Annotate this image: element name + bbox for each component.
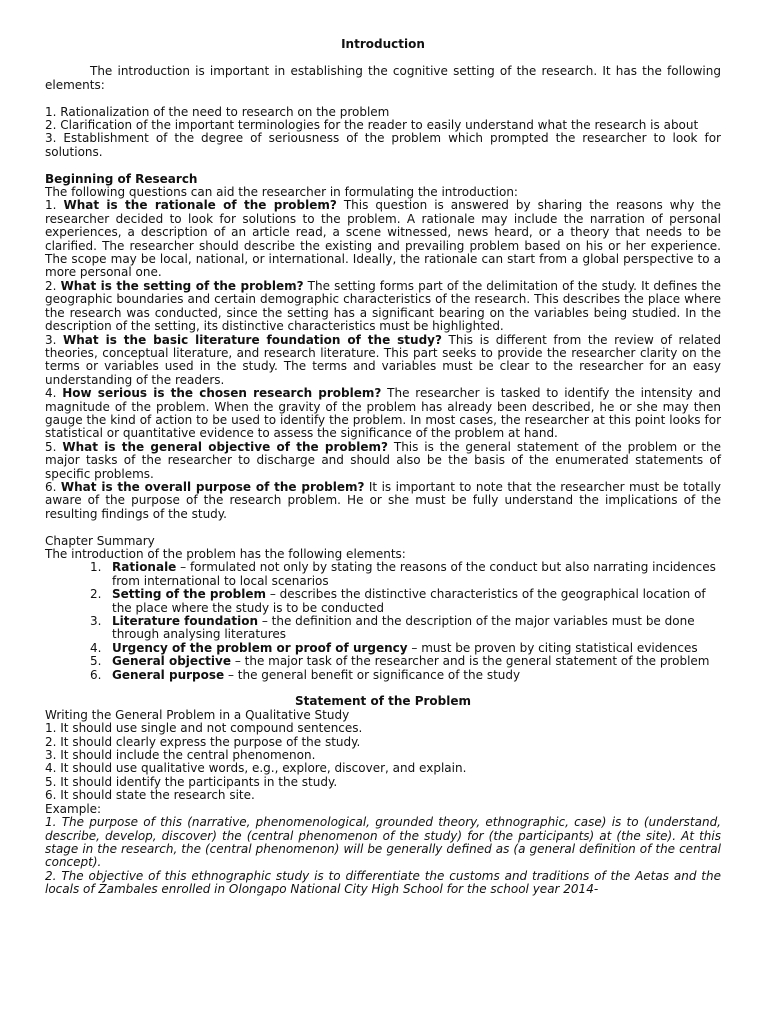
rule-4: 4. It should use qualitative words, e.g., explore, discover, and explain.	[45, 761, 467, 776]
element-item-1: 1. Rationalization of the need to research on the problem	[45, 104, 390, 119]
beginning-lead: The following questions can aid the researcher in formulating the introduction:	[45, 185, 518, 200]
statement-lead: Writing the General Problem in a Qualitative Study	[45, 707, 350, 722]
question-6: 6. What is the overall purpose of the problem? It is important to note that the researcher must be totally aware of the purpose of the research problem. He or she must be fully understand the implications of the resulting findings of the study.	[45, 479, 721, 521]
rule-5: 5. It should identify the participants in the study.	[45, 774, 338, 789]
summary-item-4: 4. Urgency of the problem or proof of urgency – must be proven by citing statistical evidences	[90, 640, 698, 655]
summary-item-1: 1. Rationale – formulated not only by stating the reasons of the conduct but also narrating incidences from international to local scenarios	[90, 560, 716, 588]
question-5: 5. What is the general objective of the problem? This is the general statement of the problem or the major tasks of the researcher to discharge and should also be the basis of the enumerated statements of specific problems.	[45, 439, 722, 481]
rule-1: 1. It should use single and not compound sentences.	[45, 721, 363, 736]
summary-item-3: 3. Literature foundation – the definition and the description of the major variables must be done through analysing literatures	[90, 614, 695, 642]
summary-lead: The introduction of the problem has the following elements:	[45, 546, 406, 561]
element-item-2: 2. Clarification of the important terminologies for the reader to easily understand what the research is about	[45, 118, 699, 133]
question-1: 1. What is the rationale of the problem? This question is answered by sharing the reasons why the researcher decided to look for solutions to the problem. A rationale may include the narration of personal experiences, a description of an article read, a scene witnessed, news heard, or a theory that needs to be clarified. The researcher should describe the existing and prevailing problem based on his or her experience. The scope may be local, national, or international. Ideally, the rationale can start from a global perspective to a more personal one.	[45, 198, 722, 280]
summary-item-5: 5. General objective – the major task of the researcher and is the general statement of the problem	[90, 654, 710, 669]
example-label: Example:	[45, 801, 102, 816]
statement-heading: Statement of the Problem	[295, 694, 471, 709]
rule-3: 3. It should include the central phenomenon.	[45, 748, 316, 763]
summary-item-2: 2. Setting of the problem – describes the distinctive characteristics of the geographical location of the place where the study is to be conducted	[90, 587, 706, 615]
intro-paragraph: The introduction is important in establishing the cognitive setting of the research. It has the following elements:	[45, 64, 721, 92]
example-1: 1. The purpose of this (narrative, phenomenological, grounded theory, ethnographic, case) is to (understand, describe, develop, discover) the (central phenomenon of the study) for (the participants) at (the site). At this stage in the research, the (central phenomenon) will be generally defined as (a general definition of the central concept).	[45, 815, 721, 870]
element-item-3: 3. Establishment of the degree of seriousness of the problem which prompted the researcher to look for solutions.	[45, 131, 721, 159]
rule-6: 6. It should state the research site.	[45, 788, 255, 803]
question-2: 2. What is the setting of the problem? The setting forms part of the delimitation of the study. It defines the geographic boundaries and certain demographic characteristics of the research. This describes the place where the research was conducted, since the setting has a significant bearing on the variables being studied. In the description of the setting, its distinctive characteristics must be highlighted.	[45, 278, 722, 334]
question-3: 3. What is the basic literature foundation of the study? This is different from the review of related theories, conceptual literature, and research literature. This part seeks to provide the researcher clarity on the terms or variables used in the study. The terms and variables must be clear to the researcher for an easy understanding of the readers.	[45, 332, 721, 387]
summary-heading: Chapter Summary	[45, 533, 155, 548]
beginning-heading: Beginning of Research	[45, 171, 198, 186]
summary-list	[45, 561, 721, 682]
example-2: 2. The objective of this ethnographic study is to differentiate the customs and traditions of the Aetas and the locals of Zambales enrolled in Olongapo National City High School for the school year 2014-	[45, 868, 721, 897]
page-title: Introduction	[341, 37, 425, 51]
summary-item-6: 6. General purpose – the general benefit or significance of the study	[90, 667, 521, 682]
question-4: 4. How serious is the chosen research problem? The researcher is tasked to identify the intensity and magnitude of the problem. When the gravity of the problem has already been described, he or she may then gauge the kind of action to be used to identify the problem. In most cases, the researcher at this point looks for statistical or quantitative evidence to assess the significance of the problem at hand.	[45, 386, 722, 441]
rule-2: 2. It should clearly express the purpose of the study.	[45, 734, 361, 749]
